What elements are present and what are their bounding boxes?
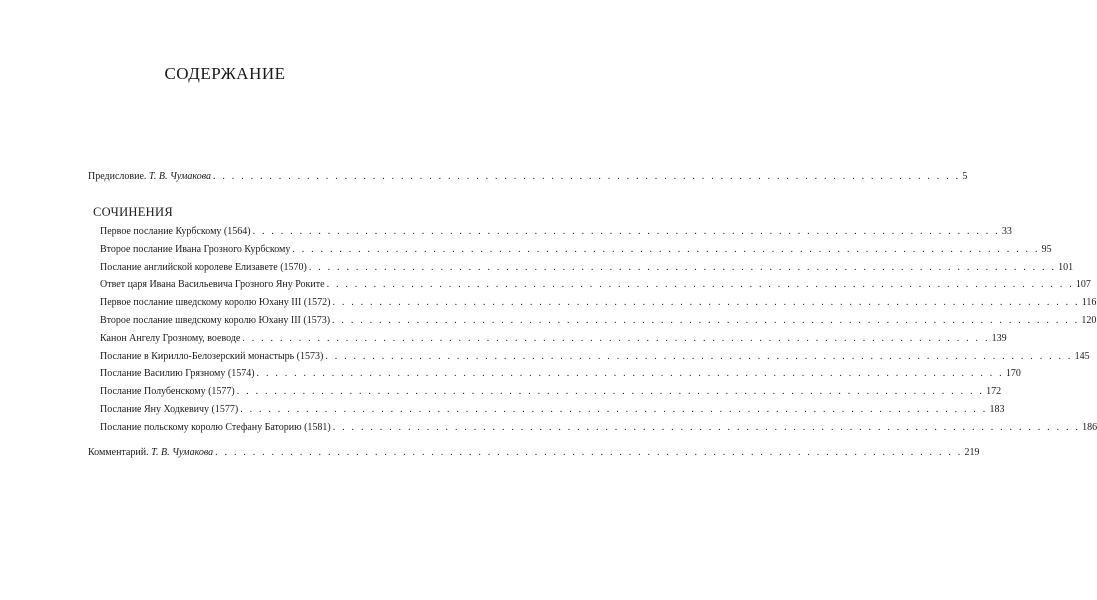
toc-entry-author: Т. В. Чумакова (148, 171, 211, 182)
toc-page-number: 186 (1082, 421, 1097, 433)
toc-leader-dots: . . . . . . . . . . . . . . . . . . . . . . . . . . . . . . . . . . . . . . . . . . . . . . . . . . . . . . . . . . . . . . . . . . . . . . . . . . . . . . . . (308, 261, 1057, 273)
toc-leader-dots: . . . . . . . . . . . . . . . . . . . . . . . . . . . . . . . . . . . . . . . . . . . . . . . . . . . . . . . . . . . . . . . . . . . . . . . . . . . . . . . . (240, 404, 988, 415)
toc-entry-work (100, 404, 1005, 416)
toc-page-number: 95 (1041, 243, 1052, 255)
page-title: СОДЕРЖАНИЕ (164, 64, 286, 83)
toc-leader-dots: . . . . . . . . . . . . . . . . . . . . . . . . . . . . . . . . . . . . . . . . . . . . . . . . . . . . . . . . . . . . . . . . . . . . . . . . . . . . . . . . (332, 315, 1080, 326)
toc-leader-dots: . . . . . . . . . . . . . . . . . . . . . . . . . . . . . . . . . . . . . . . . . . . . . . . . . . . . . . . . . . . . . . . . . . . . . . . . . . . . . . . . (252, 226, 1000, 237)
toc-leader-dots: . . . . . . . . . . . . . . . . . . . . . . . . . . . . . . . . . . . . . . . . . . . . . . . . . . . . . . . . . . . . . . . . . . . . . . . . . . . . . . . . (215, 447, 963, 458)
toc-entry-title: Послание английской королеве Елизавете (1570) (100, 261, 307, 273)
toc-entry-title: Комментарий. (88, 447, 149, 458)
toc-page-number: 120 (1081, 315, 1097, 326)
toc-entry-commentary (88, 447, 980, 459)
toc-leader-dots: . . . . . . . . . . . . . . . . . . . . . . . . . . . . . . . . . . . . . . . . . . . . . . . . . . . . . . . . . . . . . . . . . . . . . . . . . . . . . . . . (242, 332, 990, 344)
toc-entry-title: Второе послание Ивана Грозного Курбскому (100, 243, 291, 255)
toc-entry-title: Послание Яну Ходкевичу (1577) (100, 404, 239, 415)
toc-page-number: 5 (962, 171, 968, 182)
toc-entry-work (100, 297, 1097, 309)
toc-entry-work (100, 368, 1021, 380)
toc-entry-work (100, 332, 1007, 345)
toc-entry-label (88, 171, 211, 183)
toc-entry-author: Т. В. Чумакова (151, 447, 214, 458)
toc-page-number: 33 (1001, 226, 1012, 237)
toc-entry-work (100, 315, 1097, 327)
toc-entry-title: Первое послание Курбскому (1564) (100, 226, 251, 237)
toc-entry-work (100, 243, 1052, 256)
toc-entry-title: Второе послание шведскому королю Юхану III (1573) (100, 315, 331, 326)
toc-entry-preface (88, 171, 968, 183)
toc-entry-work (100, 226, 1012, 238)
toc-entry-title: Послание Василию Грязному (1574) (100, 368, 255, 380)
toc-entry-title: Предисловие. (88, 171, 147, 182)
toc-leader-dots: . . . . . . . . . . . . . . . . . . . . . . . . . . . . . . . . . . . . . . . . . . . . . . . . . . . . . . . . . . . . . . . . . . . . . . . . . . . . . . . . (325, 350, 1073, 362)
toc-leader-dots: . . . . . . . . . . . . . . . . . . . . . . . . . . . . . . . . . . . . . . . . . . . . . . . . . . . . . . . . . . . . . . . . . . . . . . . . . . . . . . . . (213, 171, 961, 182)
toc-page-number: 116 (1081, 297, 1097, 309)
toc-page-number: 172 (986, 386, 1002, 398)
section-heading: СОЧИНЕНИЯ (93, 205, 173, 219)
toc-page-number: 139 (991, 332, 1007, 344)
toc-entry-work (100, 279, 1091, 291)
toc-page-number: 183 (989, 404, 1005, 415)
toc-entry-title: Послание Полубенскому (1577) (100, 386, 235, 398)
toc-entry-work (100, 386, 1002, 398)
toc-leader-dots: . . . . . . . . . . . . . . . . . . . . . . . . . . . . . . . . . . . . . . . . . . . . . . . . . . . . . . . . . . . . . . . . . . . . . . . . . . . . . . . . (256, 368, 1004, 380)
toc-page-number: 107 (1075, 279, 1091, 291)
toc-page-number: 170 (1005, 368, 1021, 380)
toc-entry-title: Послание польскому королю Стефану Баторию (1581) (100, 421, 331, 433)
toc-entry-label (88, 447, 213, 459)
toc-leader-dots: . . . . . . . . . . . . . . . . . . . . . . . . . . . . . . . . . . . . . . . . . . . . . . . . . . . . . . . . . . . . . . . . . . . . . . . . . . . . . . . . (332, 297, 1080, 309)
toc-entry-title: Канон Ангелу Грозному, воеводе (100, 332, 241, 344)
toc-page-number: 101 (1058, 261, 1074, 273)
toc-entry-title: Послание в Кирилло-Белозерский монастырь (1573) (100, 350, 324, 362)
toc-page-number: 145 (1074, 350, 1090, 362)
toc-leader-dots: . . . . . . . . . . . . . . . . . . . . . . . . . . . . . . . . . . . . . . . . . . . . . . . . . . . . . . . . . . . . . . . . . . . . . . . . . . . . . . . . (326, 279, 1074, 291)
toc-leader-dots: . . . . . . . . . . . . . . . . . . . . . . . . . . . . . . . . . . . . . . . . . . . . . . . . . . . . . . . . . . . . . . . . . . . . . . . . . . . . . . . . (292, 243, 1040, 255)
toc-entry-title: Первое послание шведскому королю Юхану III (1572) (100, 297, 331, 309)
toc-page-number: 219 (964, 447, 980, 458)
toc-entry-work (100, 350, 1090, 363)
toc-entry-title: Ответ царя Ивана Васильевича Грозного Яну Роките (100, 279, 325, 291)
toc-entry-work (100, 261, 1074, 274)
toc-leader-dots: . . . . . . . . . . . . . . . . . . . . . . . . . . . . . . . . . . . . . . . . . . . . . . . . . . . . . . . . . . . . . . . . . . . . . . . . . . . . . . . . (236, 386, 985, 398)
toc-entry-work (100, 421, 1097, 434)
toc-leader-dots: . . . . . . . . . . . . . . . . . . . . . . . . . . . . . . . . . . . . . . . . . . . . . . . . . . . . . . . . . . . . . . . . . . . . . . . . . . . . . . . . (332, 421, 1081, 433)
